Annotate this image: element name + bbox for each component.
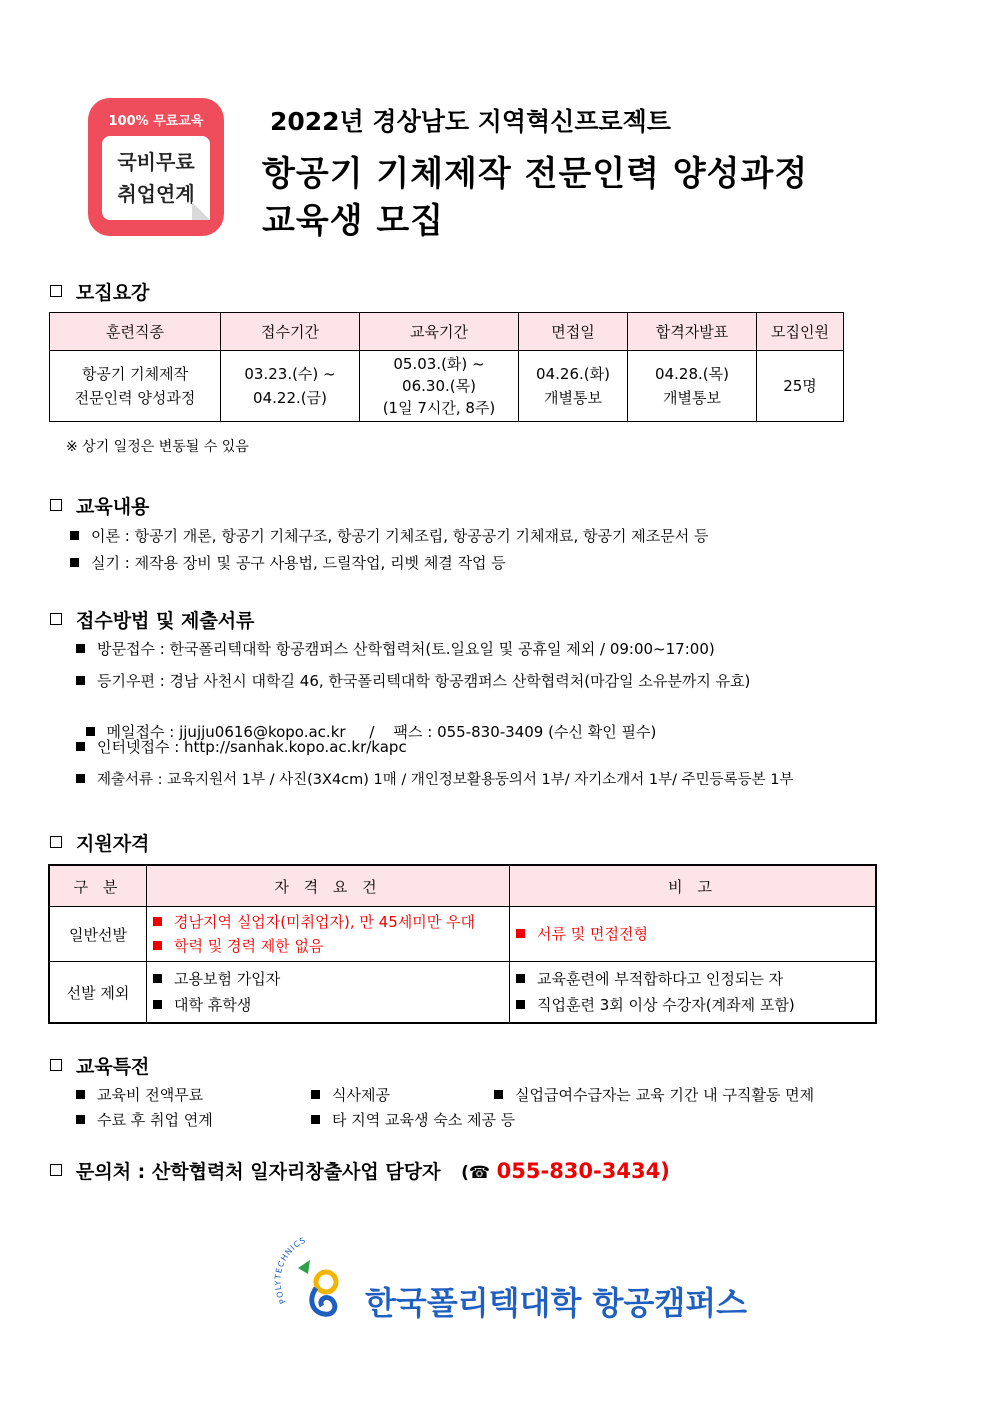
free-education-badge [88, 98, 224, 236]
section-content-heading [50, 492, 149, 519]
badge-fold-icon [192, 202, 210, 220]
recruit-table [49, 312, 844, 422]
contact-phone: 055-830-3434) [496, 1159, 670, 1183]
requirement-text: 경남지역 실업자(미취업자), 만 45세미만 우대 [174, 913, 475, 931]
bullet-icon [516, 1000, 525, 1009]
note-text: 서류 및 면접전형 [537, 925, 648, 943]
bullet-icon [70, 558, 79, 567]
section-benefit-heading [50, 1052, 149, 1079]
bullet-icon [76, 644, 85, 653]
note-text: 직업훈련 3회 이상 수강자(계좌제 포함) [537, 996, 795, 1014]
list-item [76, 768, 794, 789]
list-item-text: 교육비 전액무료 [97, 1086, 204, 1104]
bullet-icon [516, 929, 525, 938]
cell-text: 04.22.(금) [253, 389, 327, 407]
bullet-icon [76, 676, 85, 685]
phone-icon: (☎ [461, 1163, 491, 1183]
note-text: 교육훈련에 부적합하다고 인정되는 자 [537, 970, 784, 988]
cell-text: 항공기 기체제작 [81, 365, 189, 383]
bullet-icon [311, 1115, 320, 1124]
section-benefit-title: 교육특전 [76, 1056, 150, 1078]
section-qual-title: 지원자격 [76, 833, 150, 855]
requirement-text: 학력 및 경력 제한 없음 [174, 937, 324, 955]
list-item-text: 방문접수 : 한국폴리텍대학 항공캠퍼스 산학협력처(토.일요일 및 공휴일 제외 / 09:00~17:00) [97, 640, 715, 658]
logo-ring-text: POLYTECHNICS [273, 1235, 308, 1306]
cell-note [510, 962, 877, 1024]
bullet-icon [153, 974, 162, 983]
note-item [516, 966, 869, 992]
table-row [49, 962, 876, 1024]
list-item [311, 1109, 515, 1130]
cell-text: 06.30.(목) [402, 377, 476, 395]
qualification-table [48, 864, 877, 1024]
list-item-text: 수료 후 취업 연계 [97, 1111, 213, 1129]
requirement-item [153, 910, 503, 934]
cell-requirements [147, 907, 510, 962]
list-item-text: 식사제공 [332, 1086, 390, 1104]
college-name-logo: 한국폴리텍대학 항공캠퍼스 [365, 1284, 748, 1322]
table-header: 훈련직종 [50, 313, 221, 351]
badge-card [102, 136, 210, 220]
bullet-icon [153, 1000, 162, 1009]
table-header: 비 고 [510, 865, 877, 907]
note-item [516, 992, 869, 1018]
bullet-icon [494, 1090, 503, 1099]
cell-note [510, 907, 877, 962]
bullet-icon [70, 531, 79, 540]
bullet-icon [153, 941, 162, 950]
section-qual-heading [50, 829, 149, 856]
section-apply-title: 접수방법 및 제출서류 [76, 610, 255, 632]
cell-interview [519, 351, 628, 422]
page-subtitle: 2022년 경상남도 지역혁신프로젝트 [270, 107, 671, 136]
row-label: 선발 제외 [49, 962, 147, 1024]
list-item [494, 1084, 814, 1105]
requirement-text: 고용보험 가입자 [174, 970, 281, 988]
requirement-item [153, 966, 503, 992]
list-item-text: 메일접수 : jjujju0616@kopo.ac.kr / 팩스 : 055-830-3409 (수신 확인 필수) [106, 723, 657, 741]
contact-line [50, 1157, 670, 1184]
bullet-icon [76, 1090, 85, 1099]
cell-apply-period [221, 351, 360, 422]
list-item [76, 638, 715, 659]
list-item-text: 인터넷접수 : http://sanhak.kopo.ac.kr/kapc [97, 738, 407, 756]
college-logo-icon [268, 1230, 368, 1330]
cell-text: 04.26.(화) [536, 365, 610, 383]
list-item-text: 실기 : 제작용 장비 및 공구 사용법, 드릴작업, 리벳 체결 작업 등 [91, 554, 506, 572]
cell-text: 전문인력 양성과정 [74, 389, 196, 407]
cell-text: (1일 7시간, 8주) [382, 399, 496, 417]
list-item [70, 525, 708, 546]
section-content-title: 교육내용 [76, 496, 150, 518]
list-item [311, 1084, 390, 1105]
cell-text: 04.28.(목) [655, 365, 729, 383]
list-item [76, 1109, 213, 1130]
table-row [50, 351, 844, 422]
page-title-line-1: 항공기 기체제작 전문인력 양성과정 [262, 154, 809, 194]
checkbox-icon [50, 1164, 62, 1176]
section-apply-heading [50, 606, 254, 633]
table-row [49, 907, 876, 962]
section-recruit-heading [50, 278, 149, 305]
checkbox-icon [50, 499, 62, 511]
table-header: 자 격 요 건 [147, 865, 510, 907]
cell-text: 개별통보 [544, 389, 602, 407]
table-header: 구 분 [49, 865, 147, 907]
checkbox-icon [50, 1059, 62, 1071]
schedule-note: ※ 상기 일정은 변동될 수 있음 [66, 439, 249, 455]
cell-job [50, 351, 221, 422]
list-item [76, 736, 407, 757]
row-label: 일반선발 [49, 907, 147, 962]
checkbox-icon [50, 613, 62, 625]
note-item [516, 922, 869, 946]
list-item-text: 이론 : 항공기 개론, 항공기 기체구조, 항공기 기체조립, 항공공기 기체재료, 항공기 제조문서 등 [91, 527, 709, 545]
bullet-icon [76, 774, 85, 783]
bullet-icon [86, 727, 95, 736]
list-item [70, 552, 506, 573]
requirement-item [153, 992, 503, 1018]
list-item-text: 제출서류 : 교육지원서 1부 / 사진(3X4cm) 1매 / 개인정보활용동의서 1부/ 자기소개서 1부/ 주민등록등본 1부 [97, 772, 794, 788]
list-item [76, 1084, 203, 1105]
list-item-text: 타 지역 교육생 숙소 제공 등 [332, 1111, 516, 1129]
table-header: 합격자발표 [628, 313, 757, 351]
cell-text: 03.23.(수) ~ [244, 365, 336, 383]
contact-label: 문의처 : 산학협력처 일자리창출사업 담당자 [76, 1161, 441, 1183]
checkbox-icon [50, 285, 62, 297]
checkbox-icon [50, 836, 62, 848]
cell-text: 05.03.(화) ~ [393, 355, 485, 373]
list-item [76, 670, 750, 691]
list-item-text: 등기우편 : 경남 사천시 대학길 46, 한국폴리텍대학 항공캠퍼스 산학협력처(마감일 소유분까지 유효) [97, 672, 751, 690]
cell-text: 개별통보 [663, 389, 721, 407]
cell-requirements [147, 962, 510, 1024]
section-recruit-title: 모집요강 [76, 282, 150, 304]
bullet-icon [311, 1090, 320, 1099]
table-header: 모집인원 [757, 313, 844, 351]
cell-edu-period [360, 351, 519, 422]
logo-emblem [268, 1230, 368, 1330]
requirement-item [153, 934, 503, 958]
cell-count: 25명 [757, 351, 844, 422]
badge-top-label: 100% 무료교육 [108, 114, 204, 129]
bullet-icon [153, 917, 162, 926]
list-item-text: 실업급여수급자는 교육 기간 내 구직활동 면제 [515, 1086, 815, 1104]
table-header-row [49, 865, 876, 907]
bullet-icon [76, 742, 85, 751]
bullet-icon [516, 974, 525, 983]
requirement-text: 대학 휴학생 [174, 996, 252, 1014]
badge-line-1: 국비무료 [117, 150, 195, 174]
page-title-line-2: 교육생 모집 [262, 201, 445, 241]
badge-line-2: 취업연계 [117, 182, 195, 206]
table-header: 면접일 [519, 313, 628, 351]
cell-announce [628, 351, 757, 422]
table-header-row [50, 313, 844, 351]
bullet-icon [76, 1115, 85, 1124]
table-header: 접수기간 [221, 313, 360, 351]
table-header: 교육기간 [360, 313, 519, 351]
